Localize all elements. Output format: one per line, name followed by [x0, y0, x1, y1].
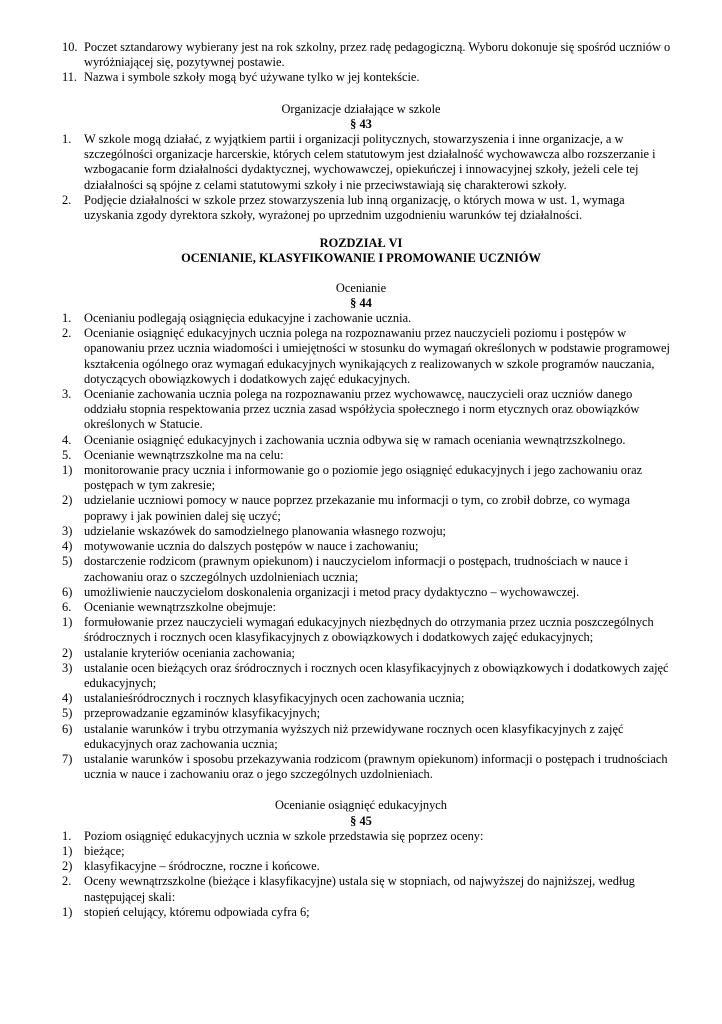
list-item	[0, 615, 722, 645]
item-number: 1)	[62, 904, 73, 919]
item-number: 4)	[62, 691, 73, 706]
item-text: klasyfikacyjne – śródroczne, roczne i końcowe.	[84, 859, 320, 874]
item-text: Ocenianie osiągnięć edukacyjnych ucznia polega na rozpoznawaniu przez nauczycieli poziomu i postępów w opanowaniu przez ucznia wiadomości i umiejętności w stosunku do wymagań określonych w podstawie programowej kształcenia ogólnego oraz wymagań edukacyjnych wynikających z realizowanych w szkole programów nauczania, dotyczących obowiązkowych i dodatkowych zajęć edukacyjnych.	[84, 326, 671, 386]
item-text: monitorowanie pracy ucznia i informowanie go o poziomie jego osiągnięć edukacyjnych i jego zachowaniu oraz postępach w tym zakresie;	[84, 463, 643, 493]
list-item	[0, 326, 722, 387]
list-item	[0, 859, 722, 874]
item-number: 5.	[62, 447, 72, 462]
item-text: dostarczenie rodzicom (prawnym opiekunom) i nauczycielom informacji o postępach, trudnościach w nauce i zachowaniu oraz o szczególnych uzdolnieniach ucznia;	[84, 554, 628, 584]
item-text: W szkole mogą działać, z wyjątkiem partii i organizacji politycznych, stowarzyszenia i inne organizacje, a w szczególności organizacje harcerskie, których celem statutowym jest działalność wychowawcza albo rozszerzanie i wzbogacanie form działalności dydaktycznej, wychowawczej, opiekuńczej i innowacyjnej szkoły, jeżeli cele tej działalności są spójne z celami statutowymi szkoły i nie przeciwstawiają się charakterowi szkoły.	[84, 132, 656, 192]
section-heading: Ocenianie	[335, 280, 387, 295]
item-text: Ocenianie wewnątrzszkolne obejmuje:	[84, 599, 276, 614]
item-number: 2.	[62, 326, 72, 341]
item-text: przeprowadzanie egzaminów klasyfikacyjnych;	[84, 706, 321, 721]
list-item	[0, 70, 722, 85]
list-item	[0, 463, 722, 493]
item-text: ustalanie warunków i trybu otrzymania wyższych niż przewidywane rocznych ocen klasyfikacyjnych z zajęć edukacyjnych oraz zachowania ucznia;	[84, 721, 624, 751]
s45-list	[0, 829, 722, 920]
list-item	[0, 132, 722, 193]
item-text: Podjęcie działalności w szkole przez stowarzyszenia lub inną organizację, o których mowa w ust. 1, wymaga uzyskania zgody dyrektora szkoły, wyrażonej po uprzednim uzgodnieniu warunków tej działalności.	[84, 192, 625, 223]
item-text: Ocenianie osiągnięć edukacyjnych i zachowania ucznia odbywa się w ramach oceniania wewnątrzszkolnego.	[84, 432, 626, 447]
item-number: 1)	[62, 615, 73, 630]
item-text: motywowanie ucznia do dalszych postępów w nauce i zachowaniu;	[84, 539, 419, 554]
paragraph-number: § 44	[350, 295, 372, 310]
list-item	[0, 539, 722, 554]
item-text: udzielanie wskazówek do samodzielnego planowania własnego rozwoju;	[84, 523, 446, 538]
list-item	[0, 524, 722, 539]
section-heading: Ocenianie osiągnięć edukacyjnych	[274, 798, 448, 813]
item-number: 3.	[62, 387, 72, 402]
item-number: 1)	[62, 843, 73, 858]
list-item	[0, 600, 722, 615]
list-item	[0, 691, 722, 706]
item-number: 5)	[62, 554, 73, 569]
section-heading: Organizacje działające w szkole	[281, 101, 441, 116]
item-text: stopień celujący, któremu odpowiada cyfra 6;	[84, 904, 310, 919]
item-number: 4.	[62, 432, 72, 447]
list-item	[0, 554, 722, 584]
item-number: 10.	[62, 40, 78, 54]
chapter-title: ROZDZIAŁ VI	[319, 236, 403, 251]
item-number: 6.	[62, 599, 72, 614]
list-item	[0, 311, 722, 326]
list-item	[0, 706, 722, 721]
item-number: 4)	[62, 539, 73, 554]
item-number: 6)	[62, 584, 73, 599]
item-number: 2)	[62, 859, 73, 874]
item-number: 6)	[62, 721, 73, 736]
item-text: Nazwa i symbole szkoły mogą być używane tylko w jej kontekście.	[84, 70, 420, 85]
list-item	[0, 387, 722, 433]
item-number: 2)	[62, 493, 73, 508]
item-number: 3)	[62, 660, 73, 675]
item-number: 11.	[62, 70, 78, 85]
item-number: 1)	[62, 463, 73, 478]
item-number: 1.	[62, 132, 72, 147]
list-item	[0, 874, 722, 904]
item-number: 7)	[62, 751, 73, 766]
item-text: Ocenianie zachowania ucznia polega na rozpoznawaniu przez wychowawcę, nauczycieli oraz uczniów danego oddziału stopnia respektowania przez ucznia zasad współżycia społecznego i norm etycznych oraz obowiązków określonych w Statucie.	[84, 387, 640, 432]
list-item	[0, 844, 722, 859]
list-item	[0, 661, 722, 691]
list-item	[0, 40, 722, 70]
item-text: ustalanie warunków i sposobu przekazywania rodzicom (prawnym opiekunom) informacji o postępach i trudnościach ucznia w nauce i zachowaniu oraz o jego szczególnych uzdolnieniach.	[84, 751, 668, 782]
list-item	[0, 722, 722, 752]
item-text: umożliwienie nauczycielom doskonalenia organizacji i metod pracy dydaktyczno – wychowawczej.	[84, 584, 580, 599]
item-number: 5)	[62, 706, 73, 721]
item-text: Poczet sztandarowy wybierany jest na rok szkolny, przez radę pedagogiczną. Wyboru dokonuje się spośród uczniów o wyróżniającej się, pozytywnej postawie.	[84, 40, 671, 70]
top-list	[0, 40, 722, 86]
list-item	[0, 646, 722, 661]
item-text: Oceny wewnątrzszkolne (bieżące i klasyfikacyjne) ustala się w stopniach, od najwyższej do najniższej, według następującej skali:	[84, 874, 635, 904]
list-item	[0, 493, 722, 523]
paragraph-number: § 45	[350, 813, 372, 828]
list-item	[0, 905, 722, 920]
list-item	[0, 448, 722, 463]
list-item	[0, 829, 722, 844]
document-page	[0, 40, 722, 920]
item-text: formułowanie przez nauczycieli wymagań edukacyjnych niezbędnych do otrzymania przez ucznia poszczególnych śródrocznych i rocznych ocen klasyfikacyjnych z obowiązkowych i dodatkowych zajęć edukacyjnych;	[84, 615, 654, 645]
item-text: bieżące;	[84, 843, 125, 858]
item-number: 2)	[62, 645, 73, 660]
item-number: 1.	[62, 311, 72, 326]
list-item	[0, 585, 722, 600]
item-text: udzielanie uczniowi pomocy w nauce poprzez przekazanie mu informacji o tym, co zrobił dobrze, co wymaga poprawy i jak powinien dalej się uczyć;	[84, 493, 630, 523]
item-text: ustalanieśródrocznych i rocznych klasyfikacyjnych ocen zachowania ucznia;	[84, 691, 465, 706]
s44-list	[0, 311, 722, 782]
item-text: ustalanie kryteriów oceniania zachowania;	[84, 645, 295, 660]
item-number: 2.	[62, 874, 72, 889]
item-text: Ocenianiu podlegają osiągnięcia edukacyjne i zachowanie ucznia.	[84, 311, 412, 326]
item-text: Poziom osiągnięć edukacyjnych ucznia w szkole przedstawia się poprzez oceny:	[84, 828, 484, 843]
chapter-subtitle: OCENIANIE, KLASYFIKOWANIE I PROMOWANIE UCZNIÓW	[181, 251, 541, 266]
list-item	[0, 433, 722, 448]
item-number: 1.	[62, 828, 72, 843]
item-number: 3)	[62, 523, 73, 538]
list-item	[0, 752, 722, 782]
list-item	[0, 193, 722, 223]
item-text: ustalanie ocen bieżących oraz śródrocznych i rocznych ocen klasyfikacyjnych z obowiązkowych i dodatkowych zajęć edukacyjnych;	[84, 660, 669, 690]
item-text: Ocenianie wewnątrzszkolne ma na celu:	[84, 447, 284, 462]
paragraph-number: § 43	[350, 116, 372, 131]
item-number: 2.	[62, 192, 72, 207]
